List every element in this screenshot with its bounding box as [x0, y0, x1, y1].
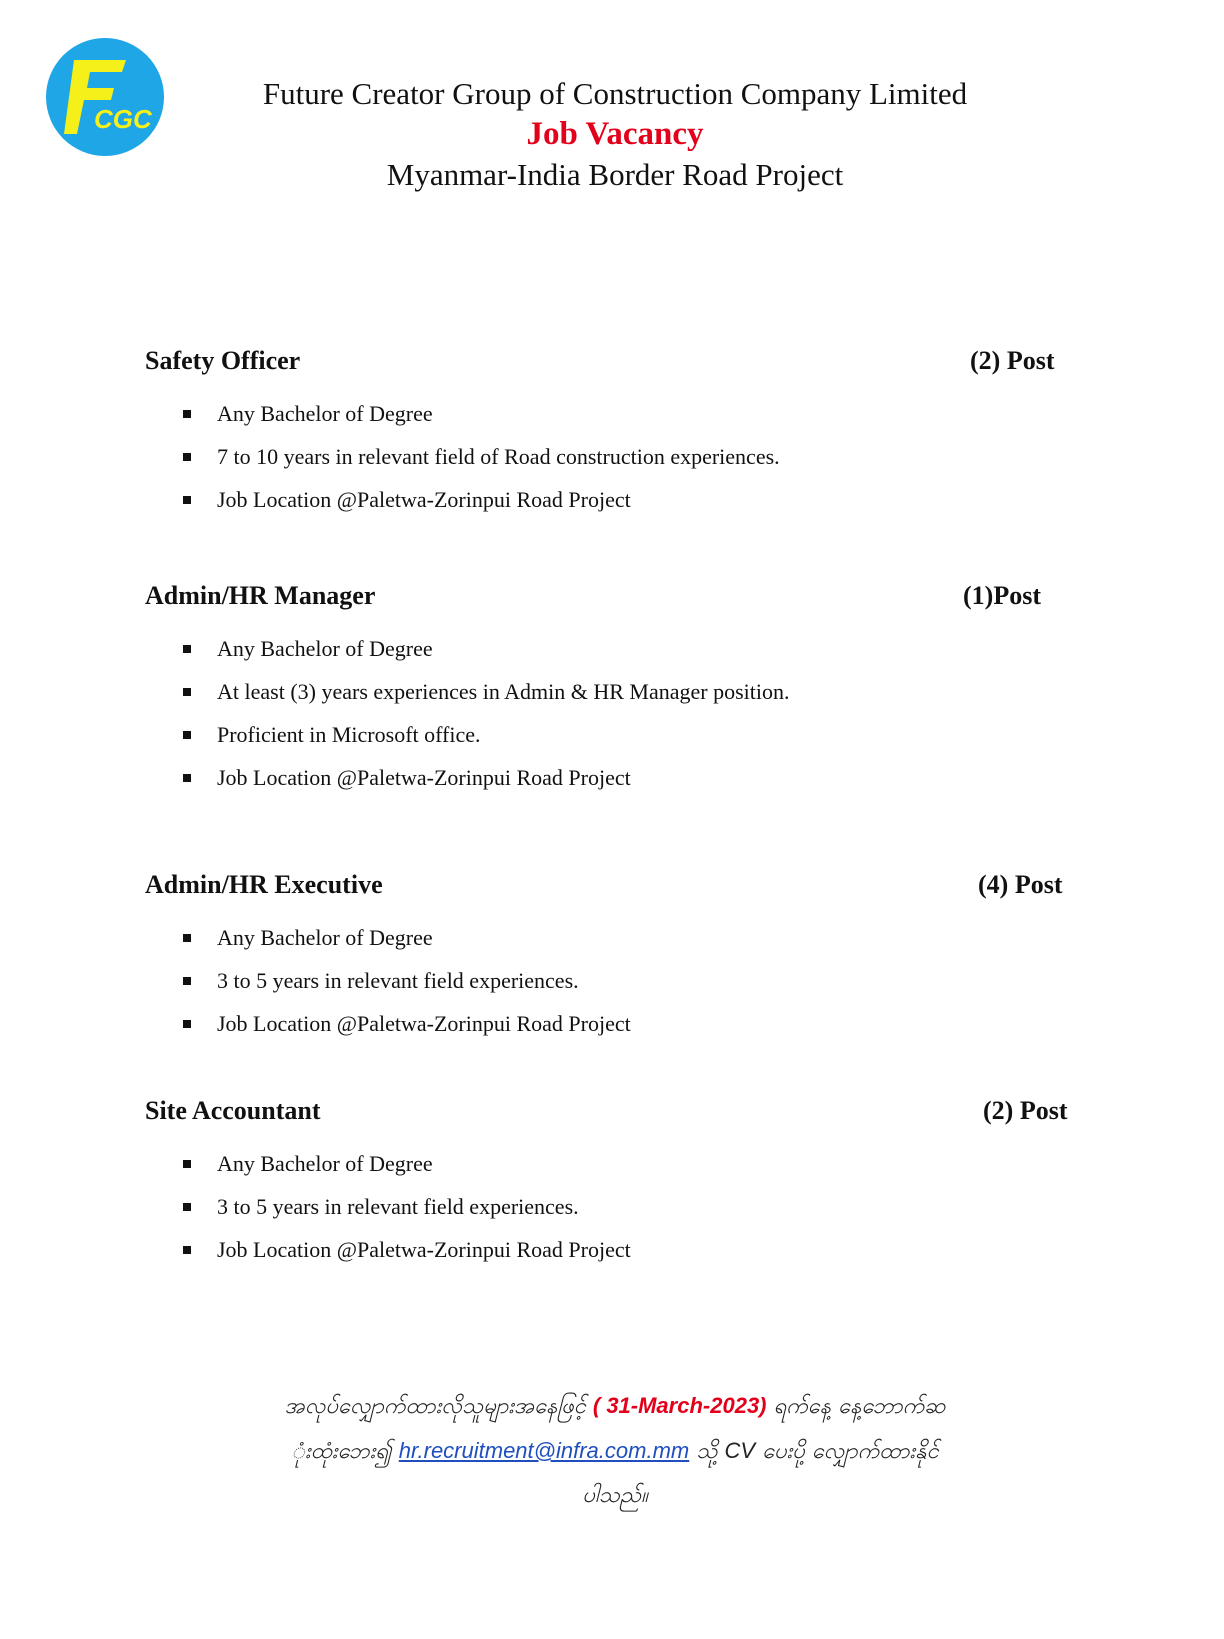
application-note: [195, 1384, 1035, 1518]
bullet-icon: [183, 1246, 191, 1254]
bullet-icon: [183, 688, 191, 696]
list-item: Any Bachelor of Degree: [145, 627, 1075, 670]
list-item: Job Location @Paletwa-Zorinpui Road Project: [145, 1228, 1075, 1271]
job-posts: (1)Post: [963, 581, 1041, 610]
company-name: Future Creator Group of Construction Company Limited: [262, 76, 968, 111]
job-section-safety-officer: [145, 346, 1075, 521]
job-posts: (2) Post: [983, 1096, 1068, 1125]
bullet-icon: [183, 934, 191, 942]
list-item: Job Location @Paletwa-Zorinpui Road Project: [145, 1002, 1075, 1045]
bullet-icon: [183, 1020, 191, 1028]
bullet-icon: [183, 453, 191, 461]
email-link[interactable]: hr.recruitment@infra.com.mm: [398, 1438, 690, 1463]
company-logo: [44, 36, 166, 158]
bullet-icon: [183, 645, 191, 653]
job-section-site-accountant: [145, 1096, 1075, 1271]
requirements-list: [145, 627, 1075, 799]
list-item: Job Location @Paletwa-Zorinpui Road Project: [145, 756, 1075, 799]
job-posts: (4) Post: [978, 870, 1063, 899]
list-item: Any Bachelor of Degree: [145, 1142, 1075, 1185]
bullet-icon: [183, 496, 191, 504]
bullet-icon: [183, 1203, 191, 1211]
bullet-icon: [183, 410, 191, 418]
list-item: Any Bachelor of Degree: [145, 916, 1075, 959]
list-item: At least (3) years experiences in Admin & HR Manager position.: [145, 670, 1075, 713]
bullet-icon: [183, 731, 191, 739]
project-name: Myanmar-India Border Road Project: [386, 157, 844, 192]
list-item: 3 to 5 years in relevant field experiences.: [145, 1185, 1075, 1228]
requirements-list: [145, 392, 1075, 521]
note-line-2: ုံးထုံးဘေး၍ hr.recruitment@infra.com.mm သို့ CV ပေးပို့ လျှောက်ထားနိုင်: [291, 1438, 939, 1464]
note-line-1: အလုပ်လျှောက်ထားလိုသူများအနေဖြင့် ( 31-March-2023) ရက်နေ့ နေ့ဘောက်ဆ: [284, 1393, 946, 1419]
bullet-icon: [183, 1160, 191, 1168]
list-item: Any Bachelor of Degree: [145, 392, 1075, 435]
job-title: Admin/HR Executive: [145, 870, 383, 899]
list-item: 7 to 10 years in relevant field of Road construction experiences.: [145, 435, 1075, 478]
job-title: Admin/HR Manager: [145, 581, 376, 610]
requirements-list: [145, 1142, 1075, 1271]
list-item: Job Location @Paletwa-Zorinpui Road Project: [145, 478, 1075, 521]
job-title: Safety Officer: [145, 346, 301, 375]
bullet-icon: [183, 774, 191, 782]
deadline-date: ( 31-March-2023): [592, 1393, 767, 1418]
job-title: Site Accountant: [145, 1096, 321, 1125]
list-item: 3 to 5 years in relevant field experiences.: [145, 959, 1075, 1002]
page-title: Job Vacancy: [526, 116, 704, 152]
document-header: [200, 74, 1030, 196]
logo-cgc-text: CGC: [94, 104, 152, 134]
note-line-3: ပါသည်။: [582, 1483, 648, 1508]
list-item: Proficient in Microsoft office.: [145, 713, 1075, 756]
job-section-admin-hr-manager: [145, 581, 1075, 799]
bullet-icon: [183, 977, 191, 985]
job-posts: (2) Post: [970, 346, 1055, 375]
requirements-list: [145, 916, 1075, 1045]
job-section-admin-hr-executive: [145, 870, 1075, 1045]
